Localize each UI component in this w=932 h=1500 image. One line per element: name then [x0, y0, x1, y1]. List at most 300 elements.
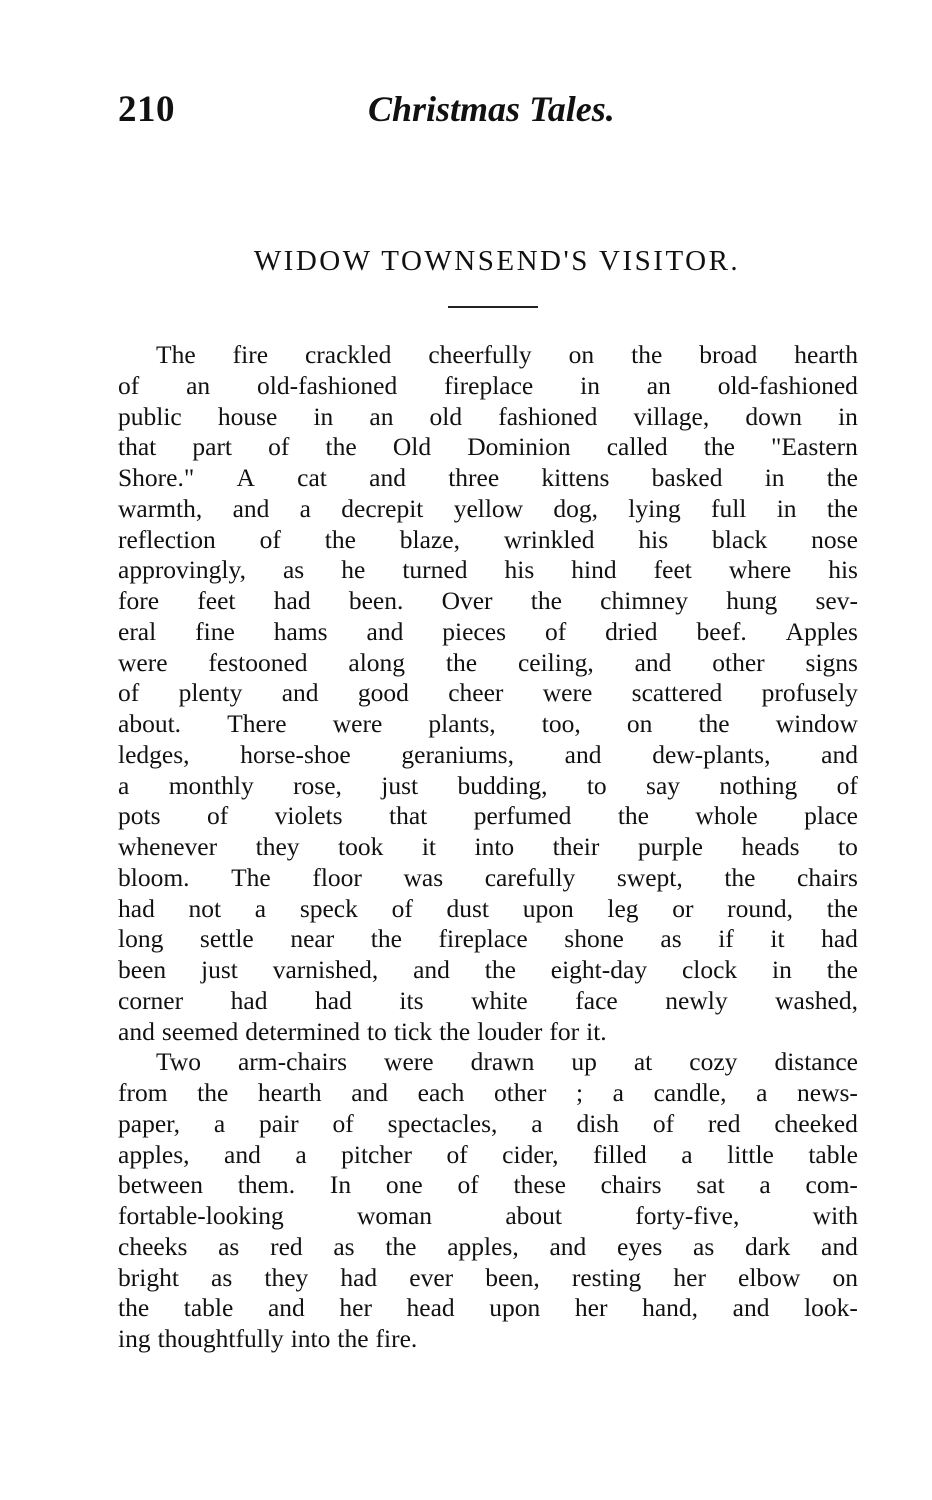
text-word: not [188, 893, 222, 923]
text-word: old-fashioned [717, 370, 858, 400]
text-word: dried [605, 616, 658, 646]
text-line [118, 986, 858, 1017]
text-word: ; [575, 1078, 584, 1107]
text-word: just [381, 770, 419, 800]
running-title: Christmas Tales. [368, 89, 615, 129]
text-word: had [273, 586, 311, 615]
text-word: profusely [761, 678, 858, 708]
text-word: where [728, 555, 792, 585]
text-word: swept, [616, 862, 683, 892]
text-line [118, 924, 858, 955]
text-word: the [337, 1324, 369, 1353]
text-word: a [681, 1139, 693, 1169]
text-word: into [290, 1324, 331, 1353]
text-word: varnished, [272, 955, 379, 984]
text-word: the [439, 1016, 471, 1046]
text-word: dish [576, 1108, 619, 1138]
text-word: other [712, 647, 765, 677]
text-word: fortable-looking [118, 1201, 284, 1230]
text-word: his [638, 524, 669, 554]
text-word: wrinkled [503, 524, 595, 554]
text-word: cheeked [774, 1108, 858, 1138]
text-word: distance [774, 1047, 858, 1077]
text-line [118, 432, 858, 463]
text-word: sev- [815, 586, 858, 615]
text-word: house [217, 401, 278, 431]
text-word: In [329, 1170, 352, 1200]
text-line [118, 371, 858, 402]
text-line [118, 1232, 858, 1263]
text-line [118, 617, 858, 648]
text-word: tick [393, 1016, 433, 1046]
text-word: scattered [631, 678, 723, 708]
text-word: ever [409, 1262, 454, 1292]
text-word: of [836, 770, 858, 800]
text-word: and [281, 678, 319, 708]
text-word: round, [727, 893, 794, 923]
text-word: her [574, 1293, 608, 1323]
text-word: corner [118, 985, 184, 1015]
text-word: budding, [457, 770, 548, 800]
text-word: in [580, 370, 600, 400]
text-word: festooned [208, 647, 308, 677]
text-word: bloom. [118, 862, 190, 892]
text-line [118, 402, 858, 433]
text-word: in [764, 463, 785, 492]
text-word: near [290, 924, 335, 954]
text-word: Two [156, 1047, 201, 1077]
text-word: horse-shoe [240, 739, 351, 769]
text-line [118, 555, 858, 586]
text-word: old [429, 401, 463, 431]
text-word: hams [273, 616, 328, 646]
text-word: a [213, 1108, 226, 1138]
text-word: A [236, 463, 255, 492]
text-word: in [776, 493, 797, 523]
text-word: to [367, 1016, 387, 1046]
text-word: in [838, 401, 858, 431]
text-word: each [417, 1078, 465, 1107]
text-line [118, 1017, 858, 1048]
text-word: his [504, 555, 535, 585]
text-word: signs [805, 647, 858, 677]
text-word: cat [297, 463, 327, 492]
text-line [118, 340, 858, 371]
text-word: his [828, 555, 858, 585]
text-word: monthly [168, 770, 254, 800]
text-word: of [118, 678, 140, 708]
text-word: The [156, 340, 196, 369]
text-word: just [201, 955, 238, 984]
text-word: it. [586, 1016, 607, 1046]
text-word: hand, [642, 1293, 699, 1323]
text-word: an [186, 370, 211, 400]
text-word: drawn [470, 1047, 535, 1077]
text-word: with [812, 1201, 858, 1230]
text-word: elbow [738, 1262, 801, 1292]
text-word: the [617, 801, 649, 831]
text-word: and [351, 1078, 389, 1107]
text-word: chairs [797, 862, 858, 892]
text-word: had [340, 1262, 378, 1292]
text-word: hearth [257, 1078, 322, 1107]
text-word: Apples [785, 616, 858, 646]
text-line [118, 1293, 858, 1324]
text-word: of [446, 1139, 468, 1169]
text-word: old-fashioned [257, 370, 398, 400]
text-word: table [183, 1293, 234, 1323]
text-word: fire. [375, 1324, 418, 1353]
text-word: settle [199, 924, 254, 954]
text-word: pieces [442, 616, 506, 646]
text-word: yellow [453, 493, 524, 523]
text-word: they [264, 1262, 309, 1292]
text-word: had [821, 924, 858, 954]
text-word: of [332, 1108, 354, 1138]
text-word: been. [348, 586, 404, 615]
text-word: head [406, 1293, 455, 1323]
text-word: eight-day [550, 955, 648, 984]
text-word: between [118, 1170, 203, 1200]
text-word: arm-chairs [237, 1047, 348, 1077]
text-word: and [369, 463, 406, 492]
text-word: news- [797, 1078, 858, 1107]
text-word: good [357, 678, 409, 708]
text-word: of [391, 893, 413, 923]
text-word: leg [607, 893, 639, 923]
text-word: Dominion [467, 432, 571, 462]
text-word: floor [312, 862, 362, 892]
text-word: of [206, 801, 229, 831]
text-word: ing [118, 1324, 151, 1353]
text-line [118, 832, 858, 863]
text-line [118, 494, 858, 525]
text-word: full [710, 493, 747, 523]
text-word: determined [245, 1016, 360, 1046]
text-word: face [575, 985, 618, 1015]
text-word: purple [637, 832, 704, 861]
text-line [118, 1140, 858, 1171]
text-word: a [531, 1108, 543, 1138]
text-word: a [254, 893, 267, 923]
text-word: its [399, 985, 424, 1015]
text-word: the [370, 924, 402, 954]
text-line [118, 1078, 858, 1109]
text-word: sat [696, 1170, 725, 1200]
text-word: that [389, 801, 428, 831]
text-word: hung [726, 586, 778, 615]
text-word: into [474, 832, 515, 861]
story-title: WIDOW TOWNSEND'S VISITOR. [253, 245, 741, 277]
text-word: and [366, 616, 404, 646]
text-word: cheerfully [428, 340, 532, 369]
text-word: the [826, 493, 858, 523]
text-word: broad [699, 340, 758, 369]
text-line [118, 525, 858, 556]
text-word: decrepit [341, 493, 424, 523]
text-word: other [493, 1078, 547, 1107]
text-word: upon [522, 893, 574, 923]
text-word: filled [592, 1139, 647, 1169]
text-word: dust [446, 893, 490, 923]
text-word: took [338, 832, 384, 861]
text-word: window [775, 709, 858, 738]
text-word: crackled [304, 340, 392, 369]
text-word: lying [628, 493, 681, 523]
text-word: and [224, 1139, 261, 1169]
text-word: the [385, 1231, 417, 1261]
text-word: ceiling, [517, 647, 594, 677]
text-line [118, 463, 858, 494]
text-word: been [118, 955, 167, 984]
text-word: fireplace [438, 924, 528, 954]
text-line [118, 586, 858, 617]
text-word: and [549, 1231, 587, 1261]
text-word: a [759, 1170, 771, 1200]
text-word: and [634, 647, 672, 677]
text-word: of [268, 432, 290, 462]
text-word: fire [232, 340, 269, 369]
text-word: called [606, 432, 668, 462]
text-word: the [826, 893, 858, 923]
text-word: carefully [484, 862, 576, 892]
text-word: as [333, 1231, 355, 1261]
text-word: feet [197, 586, 236, 615]
text-word: to [586, 770, 607, 800]
text-word: chimney [600, 586, 688, 615]
text-word: on [568, 340, 595, 369]
text-word: the [631, 340, 663, 369]
text-word: as [693, 1231, 715, 1261]
text-word: the [698, 709, 730, 738]
text-word: forty-five, [635, 1201, 740, 1230]
text-word: of [118, 370, 140, 400]
text-line [118, 1170, 858, 1201]
text-word: red [270, 1231, 303, 1261]
text-word: and [564, 739, 602, 769]
text-word: and [732, 1293, 770, 1323]
text-word: the [826, 463, 858, 492]
text-word: the [826, 955, 858, 984]
text-word: look- [804, 1293, 858, 1323]
text-word: dew-plants, [652, 739, 771, 769]
text-word: the [197, 1078, 229, 1107]
text-word: of [544, 616, 567, 646]
text-word: kittens [541, 463, 610, 492]
text-word: paper, [118, 1108, 180, 1138]
text-line [118, 894, 858, 925]
text-word: along [348, 647, 406, 677]
text-word: ledges, [118, 739, 190, 769]
text-word: geraniums, [401, 739, 514, 769]
text-word: black [712, 524, 768, 554]
text-word: and [821, 1231, 858, 1261]
text-word: candle, [653, 1078, 727, 1107]
text-word: the [703, 432, 735, 462]
text-word: and [232, 493, 270, 523]
text-word: whenever [118, 832, 218, 861]
text-word: up [571, 1047, 597, 1077]
text-word: as [218, 1231, 240, 1261]
text-word: in [313, 401, 334, 431]
running-head [118, 88, 858, 138]
text-line [118, 709, 858, 740]
text-word: shone [564, 924, 624, 954]
text-word: public [118, 401, 182, 431]
text-word: apples, [118, 1139, 190, 1169]
body-text [118, 340, 858, 1355]
text-line [118, 863, 858, 894]
text-word: red [707, 1108, 741, 1138]
text-word: the [325, 432, 357, 462]
text-word: the [484, 955, 516, 984]
text-word: down [745, 401, 802, 431]
text-word: he [341, 555, 366, 585]
text-word: "Eastern [771, 432, 858, 462]
text-word: spectacles, [387, 1108, 498, 1138]
text-word: the [118, 1293, 150, 1323]
text-word: dog, [553, 493, 598, 523]
text-word: newly [665, 985, 728, 1015]
text-word: reflection [118, 524, 216, 554]
text-word: them. [237, 1170, 296, 1200]
text-word: of [457, 1170, 479, 1200]
text-word: as [282, 555, 305, 585]
text-word: The [231, 862, 271, 892]
text-word: of [259, 524, 281, 554]
text-word: long [118, 924, 164, 954]
text-word: a [756, 1078, 768, 1107]
text-word: been, [485, 1262, 540, 1292]
text-word: turned [402, 555, 468, 585]
text-word: on [626, 709, 653, 738]
text-word: There [227, 709, 287, 738]
text-word: hearth [794, 340, 858, 369]
text-word: basked [651, 463, 723, 492]
text-word: rose, [293, 770, 342, 800]
text-word: speck [299, 893, 358, 923]
text-word: an [646, 370, 671, 400]
text-word: were [332, 709, 383, 738]
text-word: fine [195, 616, 235, 646]
text-word: fashioned [498, 401, 598, 431]
text-word: louder [477, 1016, 543, 1046]
text-word: eral [118, 616, 157, 646]
text-word: place [804, 801, 858, 831]
text-line [118, 771, 858, 802]
text-word: had [118, 893, 155, 923]
text-word: in [772, 955, 792, 984]
text-word: beef. [696, 616, 747, 646]
text-word: apples, [447, 1231, 519, 1261]
text-word: woman [356, 1201, 433, 1230]
text-word: blaze, [399, 524, 460, 554]
text-word: feet [653, 555, 692, 585]
text-word: were [542, 678, 593, 708]
text-word: to [838, 832, 858, 861]
text-word: whole [695, 801, 758, 831]
text-word: too, [541, 709, 581, 738]
text-word: at [633, 1047, 653, 1077]
text-word: it [421, 832, 436, 861]
text-line [118, 1263, 858, 1294]
text-word: dark [745, 1231, 791, 1261]
text-word: fore [118, 586, 160, 615]
text-word: had [230, 985, 268, 1015]
text-word: hind [571, 555, 617, 585]
text-word: if [718, 924, 734, 954]
text-word: com- [805, 1170, 858, 1200]
text-word: of [652, 1108, 675, 1138]
text-word: and [413, 955, 450, 984]
text-word: an [369, 401, 394, 431]
text-word: pair [259, 1108, 299, 1138]
text-word: her [339, 1293, 372, 1323]
text-word: a [299, 493, 311, 523]
text-word: a [295, 1139, 307, 1169]
text-word: seemed [161, 1016, 239, 1046]
text-word: were [118, 647, 168, 677]
text-line [118, 740, 858, 771]
text-word: the [445, 647, 478, 677]
text-word: as [211, 1262, 233, 1292]
text-line [118, 648, 858, 679]
text-line [118, 678, 858, 709]
text-line [118, 1201, 858, 1232]
text-line [118, 1109, 858, 1140]
text-word: white [471, 985, 528, 1015]
text-word: bright [118, 1262, 179, 1292]
text-word: one [385, 1170, 423, 1200]
text-word: warmth, [118, 493, 203, 523]
text-word: was [403, 862, 444, 892]
text-word: had [315, 985, 352, 1015]
text-word: three [448, 463, 500, 492]
text-word: Old [392, 432, 432, 462]
text-word: clock [681, 955, 738, 984]
text-word: were [384, 1047, 434, 1077]
text-line [118, 1324, 858, 1355]
text-line [118, 955, 858, 986]
text-word: it [770, 924, 785, 954]
text-word: table [808, 1139, 858, 1169]
text-word: perfumed [473, 801, 572, 831]
text-word: a [612, 1078, 624, 1107]
text-word: cheer [448, 678, 504, 708]
text-word: eyes [617, 1231, 663, 1261]
text-word: cider, [502, 1139, 559, 1169]
text-word: part [192, 432, 233, 462]
text-word: thoughtfully [157, 1324, 284, 1353]
text-word: pitcher [341, 1139, 412, 1169]
text-word: violets [274, 801, 343, 831]
text-word: the [724, 862, 756, 892]
text-word: and [267, 1293, 305, 1323]
text-word: cozy [689, 1047, 738, 1077]
text-word: these [513, 1170, 566, 1200]
text-word: they [255, 832, 300, 861]
text-word: their [552, 832, 600, 861]
text-word: washed, [775, 985, 858, 1015]
text-word: village, [633, 401, 710, 431]
text-word: plants, [428, 709, 496, 738]
text-word: chairs [600, 1170, 662, 1200]
text-word: on [832, 1262, 858, 1292]
text-word: Shore." [118, 463, 195, 492]
text-word: cheeks [118, 1231, 188, 1261]
text-line [118, 1047, 858, 1078]
text-word: the [324, 524, 356, 554]
